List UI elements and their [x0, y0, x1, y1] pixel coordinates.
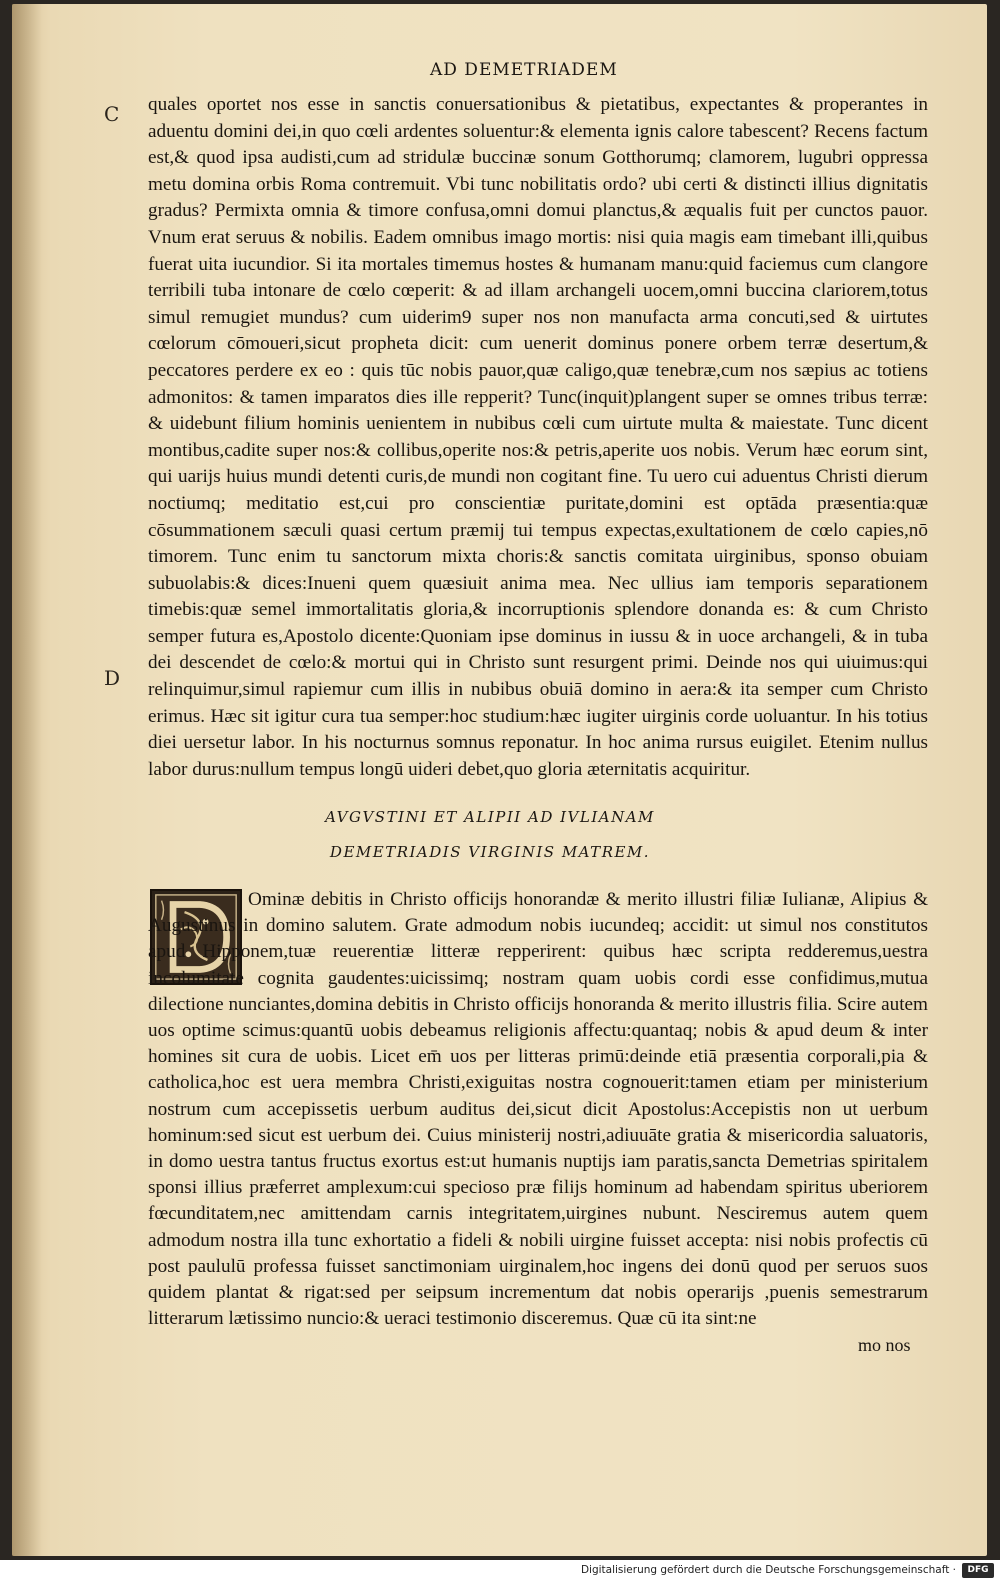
letter-text-demetriadem: quales oportet nos esse in sanctis conuersationibus & pietatibus, expectantes & properantes in aduentu domini dei,in quo cœli ardentes soluentur:& elementa ignis calore tabescent? Recens factum est,& quod ipsa audisti,cum ad stridulæ buccinæ sonum Gotthorumq; clamorem, lugubri oppressa metu domina orbis Roma contremuit. Vbi tunc nobilitatis ordo? ubi certi & distincti illius dignitatis gradus? Permixta omnia & timore confusa,omni domui planctus,& æqualis fuit per cunctos pauor. Vnum erat seruus & nobilis. Eadem omnibus imago mortis: nisi quia magis eam timebant illi,quibus fuerat uita iucundior. Si ita mortales timemus hostes & humanam manu:quid faciemus cum clangore terribili tuba intonare de cœlo cœperit: & ad illam archangeli uocem,omni buccina clariorem,totus simul remugiet mundus? cum uiderim9 super nos non manufacta arma concuti,sed & uirtutes cœlorum cōmoueri,sicut propheta dicit: cum uenerit dominus ponere orbem terræ desertum,& peccatores perdere ex eo : quis tūc nobis pauor,quæ caligo,quæ tenebræ,cum nos sæpius ac totiens admonitos: & tamen imparatos dies ille repperit? Tunc(inquit)plangent super se omnes tribus terræ: & uidebunt filium hominis uenientem in nubibus cœli cum uirtute multa & maiestate. Tunc dicent montibus,cadite super nos:& collibus,operite nos:& petris,aperite uos nobis. Verum hæc eorum sint, qui uarijs huius mundi detenti curis,de mundi non cogitant fine. Tu uero cui aduentus Christi dierum noctiumq; meditatio est,cui pro conscientiæ puritate,domini est optāda præsentia:quæ cōsummationem sæculi quasi certum præmij tui tempus expectas,exultationem de cœlo capies,nō timorem. Tunc enim tu sanctorum mixta choris:& sanctis comitata uirginibus, sponso obuiam subuolabis:& dices:Inueni quem quæsiuit anima mea. Nec ullius iam temporis separationem timebis:quæ semel immortalitatis gloria,& incorruptionis splendore donanda es: & cum Christo semper futura es,Apostolo dicente:Quoniam ipse dominus in iussu & in uoce archangeli, & in tuba dei descendet de cœlo:& mortui qui in Christo sunt resurgent primi. Deinde nos qui uiuimus:qui relinquimur,simul rapiemur cum illis in nubibus obuiā domino in aera:& ita semper cum Christo erimus. Hæc sit igitur cura tua semper:hoc studium:hæc iugiter uirginis corde uoluantur. In his totius diei uersetur labor. In his nocturnus somnus reponatur. In hoc anima rursus euigilet. Etenim nullus labor durus:nullum tempus longū uideri debet,quo gloria æternitatis acquiritur. [148, 94, 928, 780]
funding-credit: Digitalisierung gefördert durch die Deutsche Forschungsgemeinschaft · [580, 1564, 956, 1576]
margin-letter-c: C [104, 102, 120, 126]
letter-text-augustine: Ominæ debitis in Christo officijs honorandæ & merito illustri filiæ Iulianæ, Alipius & Augustinus in domino salutem. Grate admodum nobis iucundeq; accidit: ut simul nos constitutos apud Hipponem,tuæ reuerentiæ litteræ repperirent: quibus hæc scripta redderemus,uestra incolumitate cognita gaudentes:uicissimq; nostram quam uobis cordi esse confidimus,mutua dilectione nunciantes,domina debitis in Christo officijs honoranda & merito illustris filia. Scire autem uos optime scimus:quantū uobis debeamus religionis affectu:quantaq; nobis & apud deum & inter homines sit cura de uobis. Licet em̄ uos per litteras primū:deinde etiā præsentia corporali,pia & catholica,hoc est uera membra Christi,exiguitas nostra cognouerit:tamen etiam per ministerium nostrum cum accepissetis uerbum auditus dei,sicut dicit Apostolus:Accepistis non ut uerbum hominum:sed sicut est uerbum dei. Cuius ministerij nostri,adiuuāte gratia & misericordia saluatoris, in domo uestra tantus fructus exortus est:ut humanis nuptijs iam paratis,sancta Demetrias spiritalem sponsi illius præferret amplexum:cui specioso præ filijs hominum ad habendam spiritus uberiorem fœcunditatem,nec amittendam carnis integritatem,uirgines nubunt. Nesciremus autem quem admodum nostra illa tunc exhortatio a fideli & nobili uirgine fuisset accepta: nisi nobis profectis cū post paululū professa fuisset sanctimoniam uirginalem,hoc ingens dei donū quod per seruos suos quidem plantat & rigat:sed per seipsum incrementum dat nobis operarijs ,puenis semestrarum litterarum lætissimo nuncio:& ueraci testimonio disceremus. Quæ cū ita sint:ne [148, 889, 928, 1330]
footer-bar [0, 1560, 1000, 1582]
running-title: AD DEMETRIADEM [430, 60, 618, 80]
page-gutter-shadow [12, 4, 42, 1556]
dfg-logo-icon: DFG [962, 1563, 994, 1578]
section-title-line-1: AVGVSTINI ET ALIPII AD IVLIANAM [325, 808, 655, 826]
margin-letter-d: D [104, 666, 121, 690]
catchword: mo nos [858, 1335, 911, 1355]
section-title-line-2: DEMETRIADIS VIRGINIS MATREM. [329, 843, 651, 861]
